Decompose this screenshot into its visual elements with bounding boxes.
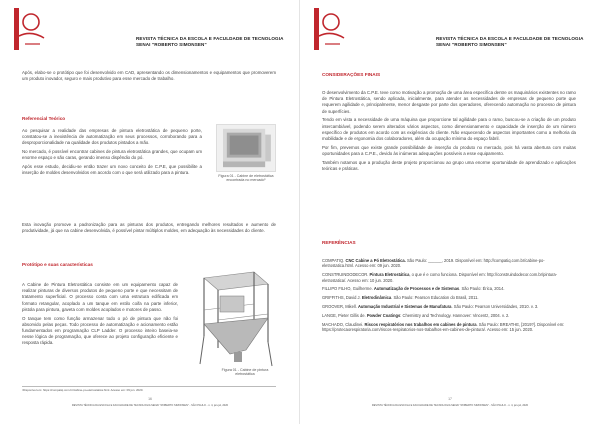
figure1-caption: Figura 01 - Cabine de eletrostática encontrada no mercado¹ bbox=[218, 174, 274, 183]
reference-item: MACHADO, Claudinei. Riscos respiratórios nos trabalhos em cabines de pintura. São Paulo: BREATHE, [2019?]. Disponível em: https://protecaorespiratoria.com/riscos-respiratorios-nos-trabalhos-em-cabines-de-pintura/. Acesso em: 15 jun. 2020. bbox=[322, 321, 565, 332]
reference-item: CONSTRUINDODECOR. Pintura Eletrostática, o que é e como funciona. Disponível em: http://construindodecor.com.br/pintura-eletrostatica/. Acesso em: 10 jun. 2020. bbox=[322, 272, 558, 283]
reference-item: GROOVER, Mikell. Automação Industrial e Sistemas de Manufatura. São Paulo: Pearson Universidades, 2010. v. 3. bbox=[322, 304, 539, 309]
page-header bbox=[314, 8, 584, 52]
referencial-text-continued: Esta inovação promove a padronização para as pinturas dos produtos, entregando melhores resultados e aumento de produtividade, já que na cabine desenvolvida, é possível pintar múltiplos moldes, em adequação às necessidades do cliente. bbox=[22, 222, 276, 234]
heading-referencias: REFERÊNCIAS bbox=[322, 240, 356, 245]
reference-item: LANGE, Pieter Gillis de. Powder Coatings: Chemistry and Technology. Hannover: Vincentz, 2004. v. 2. bbox=[322, 312, 510, 318]
senai-logo-icon bbox=[314, 8, 348, 50]
reference-item: COMPATIQ. CNC Cabine a Pó Eletrostática. São Paulo: ______, 2019. Disponível em: http://compatiq.com.br/cabine-po-eletrostatica.html. Acesso em: 09 jun. 2020. bbox=[322, 258, 545, 269]
heading-referencial: Referencial Teórico bbox=[22, 116, 66, 121]
reference-item: FILLIPO FILHO, Guilherme. Automatização de Processos e de Sistemas. São Paulo: Érica, 2014. bbox=[322, 286, 505, 292]
consideracoes-text: O desenvolvimento da C.P.E. teve como motivação a promoção de uma área específica dentre os maquinários existentes no ramo de Pintura Eletrostática, sendo aplicada, inicialmente, para atender as necessidades de empresas de pequeno porte que requerem agilidade e, principalmente, menor desgaste por parte dos operadores, oferecendo automação no processo de pintura de superfícies. Tendo em vista a necessidade de uma máquina que proporcione tal agilidade para o ramo, buscou-se a criação de um produto intercambiável, podendo serem alterados vários aspectos, como dimensionamento e capacidade de inserção de um número específico de produtos em acordo com as exigências do cliente. Não esquecendo de aspectos importantes como a melhoria da mobilidade e de ergonomia dos colaboradores, além da ocupação mínima do espaço fabril. Por fim, prevemos que existe grande possibilidade de inserção do produto no mercado, pois há vasta abertura com muitas oportunidades para a C.P.E., devido às inúmeras adequações possíveis a esse equipamento. Também notamos que a produção deste projeto proporcionou ao grupo uma enorme oportunidade de aprendizado e aplicações teóricas e práticas. bbox=[322, 90, 576, 172]
reference-item: GRIFFITHS, David J. Eletrodinâmica. São Paulo: Pearson Education do Brasil, 2011. bbox=[322, 295, 479, 301]
figure1-image bbox=[216, 124, 276, 172]
journal-title-line1: REVISTA TÉCNICA DA ESCOLA E FACULDADE DE TECNOLOGIA bbox=[436, 36, 584, 41]
page-number: 16 bbox=[148, 397, 152, 401]
right-page bbox=[300, 0, 600, 424]
footnote: ¹Disponível em: https://compatiq.com.br/cabine-po-eletrostatica.html. Acesso em: 09 jun. 2020. bbox=[22, 386, 276, 392]
journal-title-line1: REVISTA TÉCNICA DA ESCOLA E FACULDADE DE TECNOLOGIA bbox=[136, 36, 284, 41]
figure2-cad-image bbox=[184, 268, 276, 368]
heading-prototipo: Protótipo e suas características bbox=[22, 262, 93, 267]
page-footer: REVISTA TÉCNICA DA ESCOLA E FACULDADE DE TECNOLOGIA SENAI "ROBERTO SIMONSEN" - SÃO PAULO - n. 4, jan-jul, 2020 bbox=[371, 404, 529, 407]
senai-logo-icon bbox=[14, 8, 48, 50]
journal-title bbox=[136, 36, 284, 47]
intro-paragraph: Após, elabo-se o protótipo que foi desenvolvido em CAD, apresentando os dimensionamentos e equipamentos que promoverem um produto inovador, seguro e mais produtivo para esse mercado de trabalho. bbox=[22, 70, 276, 82]
page-footer: REVISTA TÉCNICA DA ESCOLA E FACULDADE DE TECNOLOGIA SENAI "ROBERTO SIMONSEN" - SÃO PAULO - n. 4, jan-jul, 2020 bbox=[71, 404, 229, 407]
heading-consideracoes: CONSIDERAÇÕES FINAIS bbox=[322, 72, 381, 77]
journal-title-line2: SENAI "ROBERTO SIMONSEN" bbox=[436, 41, 507, 47]
journal-title bbox=[436, 36, 584, 47]
references-list bbox=[322, 258, 576, 336]
page-number: 17 bbox=[448, 397, 452, 401]
page-header bbox=[14, 8, 284, 52]
journal-title-line2: SENAI "ROBERTO SIMONSEN" bbox=[136, 41, 207, 47]
referencial-text: Ao pesquisar a realidade das empresas de pintura eletrostática de pequeno porte, constatou-se a inexistência de automatização em seus processos, corroborando para a desproporcionalidade na qualidade dos produtos pintados a mão. No mercado, é possível encontrar cabines de pintura eletrostática grandes, que ocupam um enorme espaço e são caras, gerando imenso dispêndio do pó. Após esse estudo, decidiu-se então trazer um novo conceito de C.P.E, que possibilite a inserção de moldes desenvolvidos em acordo com o que será utilizado para a pintura. bbox=[22, 128, 202, 176]
prototipo-text: A Cabine de Pintura Eletrostática consiste em um equipamento capaz de realizar pinturas de diversos produtos de pequeno porte e que necessitam de tratamento superficial. O processo conta com uma estrutura edificada em formato retangular, acoplado a um tanque em estilo coifa na parte inferior, pistola para pintura, gaveta com moldes acoplados e motores de passo. O tanque tem como função armazenar todo o pó de pintura que não foi absorvido pelas peças. Todo processo de automatização e acionamento estão fundamentados em programação CLP Ladder. O processo inteiro baseia-se nesse lógica de programação, que oferece ao projeto configuração eficiente e resposta rápida. bbox=[22, 282, 178, 346]
figure2-caption: Figura 01 - Cabine de pintura eletrostática bbox=[221, 368, 269, 377]
